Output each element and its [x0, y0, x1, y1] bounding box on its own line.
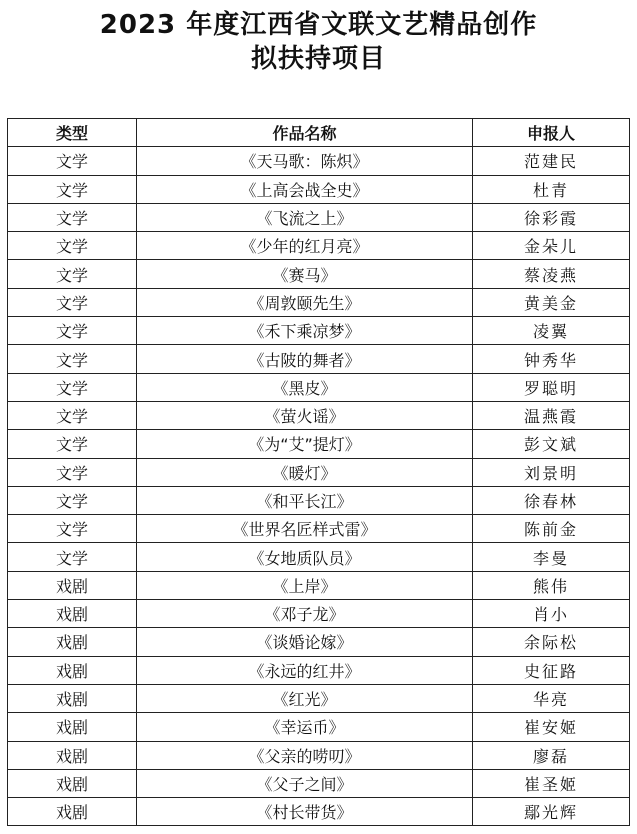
work-title-cell: 《萤火谣》 — [137, 401, 473, 429]
work-title-cell: 《为“艾”提灯》 — [137, 430, 473, 458]
type-cell: 文学 — [8, 288, 137, 316]
work-title-cell: 《上岸》 — [137, 571, 473, 599]
work-title-cell: 《邓子龙》 — [137, 600, 473, 628]
applicant-cell: 杜青 — [473, 175, 630, 203]
applicant-cell: 钟秀华 — [473, 345, 630, 373]
type-cell: 戏剧 — [8, 628, 137, 656]
type-cell: 戏剧 — [8, 713, 137, 741]
table-row — [8, 373, 630, 401]
header-type: 类型 — [8, 119, 137, 147]
table-row — [8, 741, 630, 769]
table-row — [8, 656, 630, 684]
applicant-cell: 崔圣姬 — [473, 769, 630, 797]
table-body — [8, 147, 630, 826]
table-row — [8, 175, 630, 203]
table-row — [8, 288, 630, 316]
type-cell: 戏剧 — [8, 684, 137, 712]
document-title — [0, 8, 637, 76]
work-title-cell: 《赛马》 — [137, 260, 473, 288]
work-title-cell: 《幸运币》 — [137, 713, 473, 741]
header-applicant: 申报人 — [473, 119, 630, 147]
table-row — [8, 458, 630, 486]
type-cell: 文学 — [8, 345, 137, 373]
applicant-cell: 熊伟 — [473, 571, 630, 599]
work-title-cell: 《红光》 — [137, 684, 473, 712]
table-row — [8, 628, 630, 656]
applicant-cell: 凌翼 — [473, 317, 630, 345]
type-cell: 文学 — [8, 203, 137, 231]
header-work-title: 作品名称 — [137, 119, 473, 147]
applicant-cell: 崔安姬 — [473, 713, 630, 741]
work-title-cell: 《永远的红井》 — [137, 656, 473, 684]
type-cell: 戏剧 — [8, 798, 137, 826]
type-cell: 戏剧 — [8, 600, 137, 628]
type-cell: 文学 — [8, 175, 137, 203]
type-cell: 戏剧 — [8, 741, 137, 769]
work-title-cell: 《周敦颐先生》 — [137, 288, 473, 316]
work-title-cell: 《禾下乘凉梦》 — [137, 317, 473, 345]
applicant-cell: 华亮 — [473, 684, 630, 712]
table-row — [8, 600, 630, 628]
applicant-cell: 刘景明 — [473, 458, 630, 486]
work-title-cell: 《飞流之上》 — [137, 203, 473, 231]
type-cell: 文学 — [8, 430, 137, 458]
table-row — [8, 317, 630, 345]
type-cell: 文学 — [8, 317, 137, 345]
applicant-cell: 李曼 — [473, 543, 630, 571]
table-row — [8, 430, 630, 458]
applicant-cell: 黄美金 — [473, 288, 630, 316]
table-row — [8, 401, 630, 429]
work-title-cell: 《和平长江》 — [137, 486, 473, 514]
work-title-cell: 《谈婚论嫁》 — [137, 628, 473, 656]
type-cell: 戏剧 — [8, 769, 137, 797]
table-row — [8, 147, 630, 175]
type-cell: 文学 — [8, 515, 137, 543]
table-row — [8, 769, 630, 797]
work-title-cell: 《天马歌：陈炽》 — [137, 147, 473, 175]
work-title-cell: 《黑皮》 — [137, 373, 473, 401]
table-row — [8, 232, 630, 260]
type-cell: 文学 — [8, 401, 137, 429]
table-row — [8, 543, 630, 571]
applicant-cell: 金朵儿 — [473, 232, 630, 260]
work-title-cell: 《上高会战全史》 — [137, 175, 473, 203]
table-row — [8, 571, 630, 599]
applicant-cell: 罗聪明 — [473, 373, 630, 401]
project-table — [7, 118, 630, 826]
title-line-1: 2023 年度江西省文联文艺精品创作 — [99, 10, 538, 40]
type-cell: 戏剧 — [8, 656, 137, 684]
title-line-2: 拟扶持项目 — [250, 44, 386, 74]
type-cell: 戏剧 — [8, 571, 137, 599]
work-title-cell: 《世界名匠样式雷》 — [137, 515, 473, 543]
applicant-cell: 鄢光辉 — [473, 798, 630, 826]
type-cell: 文学 — [8, 543, 137, 571]
type-cell: 文学 — [8, 260, 137, 288]
applicant-cell: 史征路 — [473, 656, 630, 684]
table-row — [8, 260, 630, 288]
applicant-cell: 蔡凌燕 — [473, 260, 630, 288]
work-title-cell: 《村长带货》 — [137, 798, 473, 826]
applicant-cell: 范建民 — [473, 147, 630, 175]
applicant-cell: 陈前金 — [473, 515, 630, 543]
table-row — [8, 203, 630, 231]
work-title-cell: 《暖灯》 — [137, 458, 473, 486]
applicant-cell: 徐春林 — [473, 486, 630, 514]
table-row — [8, 515, 630, 543]
work-title-cell: 《古陂的舞者》 — [137, 345, 473, 373]
type-cell: 文学 — [8, 232, 137, 260]
table-header-row — [8, 119, 630, 147]
applicant-cell: 徐彩霞 — [473, 203, 630, 231]
work-title-cell: 《少年的红月亮》 — [137, 232, 473, 260]
type-cell: 文学 — [8, 147, 137, 175]
table-row — [8, 684, 630, 712]
type-cell: 文学 — [8, 458, 137, 486]
applicant-cell: 肖小 — [473, 600, 630, 628]
type-cell: 文学 — [8, 373, 137, 401]
table-row — [8, 345, 630, 373]
work-title-cell: 《父亲的唠叨》 — [137, 741, 473, 769]
table-row — [8, 486, 630, 514]
table-row — [8, 798, 630, 826]
applicant-cell: 温燕霞 — [473, 401, 630, 429]
type-cell: 文学 — [8, 486, 137, 514]
applicant-cell: 彭文斌 — [473, 430, 630, 458]
applicant-cell: 余际松 — [473, 628, 630, 656]
applicant-cell: 廖磊 — [473, 741, 630, 769]
table-row — [8, 713, 630, 741]
work-title-cell: 《女地质队员》 — [137, 543, 473, 571]
work-title-cell: 《父子之间》 — [137, 769, 473, 797]
